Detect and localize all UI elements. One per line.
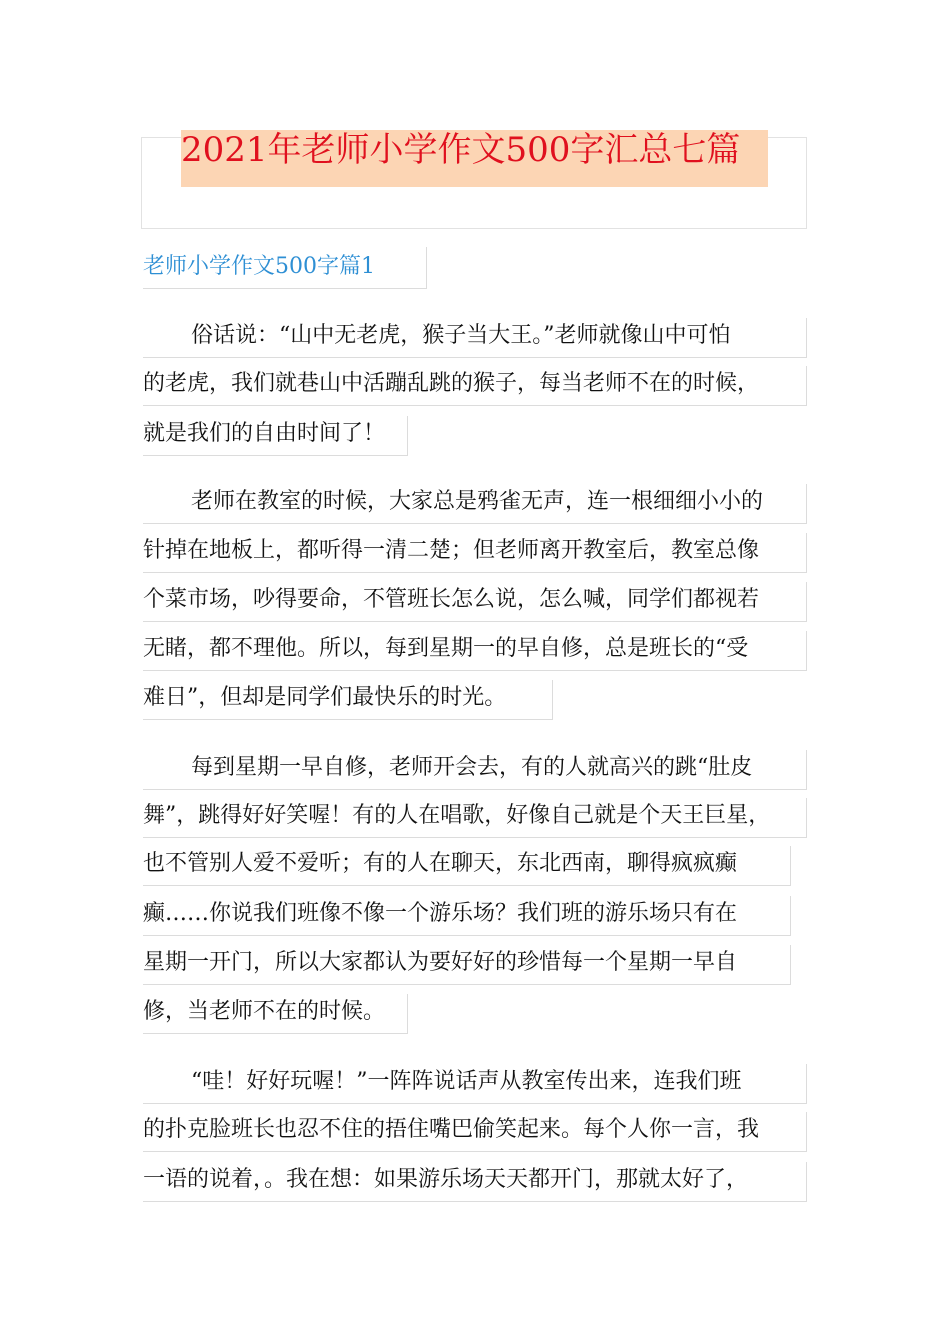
- paragraph-line: 针掉在地板上，都听得一清二楚；但老师离开教室后，教室总像: [143, 533, 807, 573]
- paragraph-line: 无睹，都不理他。所以，每到星期一的早自修，总是班长的“受: [143, 631, 807, 671]
- paragraph-line: 也不管别人爱不爱听；有的人在聊天，东北西南，聊得疯疯癫: [143, 846, 791, 886]
- paragraph-line: 难日”，但却是同学们最快乐的时光。: [143, 680, 553, 720]
- paragraph-line: 星期一开门，所以大家都认为要好好的珍惜每一个星期一早自: [143, 945, 791, 985]
- paragraph-line: 癫……你说我们班像不像一个游乐场？我们班的游乐场只有在: [143, 896, 791, 936]
- paragraph-line: 个菜市场，吵得要命，不管班长怎么说，怎么喊，同学们都视若: [143, 582, 807, 622]
- paragraph-line: 修，当老师不在的时候。: [143, 994, 408, 1034]
- paragraph-line: 每到星期一早自修，老师开会去，有的人就高兴的跳“肚皮: [143, 750, 807, 790]
- document-title: 2021年老师小学作文500字汇总七篇: [181, 130, 741, 170]
- paragraph-line: 一语的说着，。我在想：如果游乐场天天都开门，那就太好了，: [143, 1162, 807, 1202]
- paragraph-line: 舞”，跳得好好笑喔！有的人在唱歌，好像自己就是个天王巨星，: [143, 798, 807, 838]
- paragraph-line: “哇！好好玩喔！”一阵阵说话声从教室传出来，连我们班: [143, 1064, 807, 1104]
- paragraph-line: 的老虎，我们就巷山中活蹦乱跳的猴子，每当老师不在的时候，: [143, 366, 807, 406]
- section-heading: 老师小学作文500字篇1: [143, 247, 427, 289]
- paragraph-line: 俗话说：“山中无老虎，猴子当大王。”老师就像山中可怕: [143, 318, 807, 358]
- paragraph-line: 的扑克脸班长也忍不住的捂住嘴巴偷笑起来。每个人你一言，我: [143, 1112, 807, 1152]
- paragraph-line: 老师在教室的时候，大家总是鸦雀无声，连一根细细小小的: [143, 484, 807, 524]
- paragraph-line: 就是我们的自由时间了！: [143, 416, 408, 456]
